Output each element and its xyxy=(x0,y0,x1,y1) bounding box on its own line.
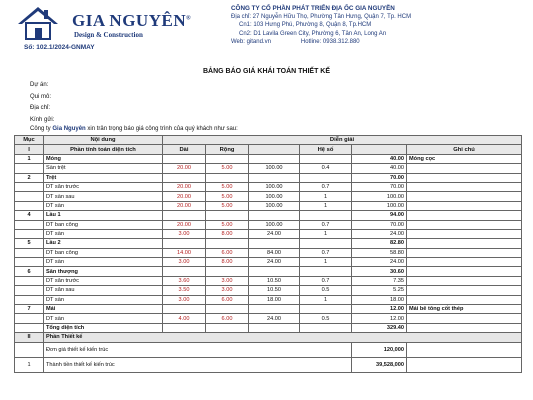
row-area xyxy=(249,267,300,276)
company-contact xyxy=(231,38,411,46)
row-width: 8.00 xyxy=(206,229,249,238)
subheader-length: Dài xyxy=(163,145,206,154)
row-coefficient: 0.4 xyxy=(300,164,352,173)
design-note xyxy=(407,357,522,372)
scale-label: Qui mô: xyxy=(30,93,52,100)
address-label: Địa chỉ: xyxy=(30,105,51,111)
row-result: 40.00 xyxy=(352,164,407,173)
row-note xyxy=(407,286,522,295)
row-note xyxy=(407,258,522,267)
row-name: DT sàn xyxy=(44,258,163,267)
document-number: Số: 102.1/2024-GNMAY xyxy=(24,44,95,51)
row-muc: 2 xyxy=(15,173,44,182)
company-branch-2: Cn2: D1 Lavila Green City, Phường 6, Tân An, Long An xyxy=(239,30,387,37)
intro-post: xin trân trọng báo giá công trình của quý khách như sau: xyxy=(85,126,238,132)
row-width: 3.00 xyxy=(206,286,249,295)
row-area xyxy=(249,211,300,220)
row-note xyxy=(407,276,522,285)
row-area: 10.50 xyxy=(249,276,300,285)
subheader-result xyxy=(352,145,407,154)
row-coefficient xyxy=(300,173,352,182)
row-width: 5.00 xyxy=(206,164,249,173)
design-note xyxy=(407,342,522,357)
section-row xyxy=(15,333,522,342)
row-result: 12.00 xyxy=(352,305,407,314)
row-muc: 5 xyxy=(15,239,44,248)
total-row xyxy=(15,323,522,332)
table-row xyxy=(15,248,522,257)
subheader-note: Ghi chú xyxy=(407,145,522,154)
row-muc xyxy=(15,314,44,323)
table-row xyxy=(15,154,522,163)
table-row xyxy=(15,267,522,276)
design-value: 120,000 xyxy=(352,342,407,357)
row-muc xyxy=(15,182,44,191)
row-area: 100.00 xyxy=(249,220,300,229)
row-note xyxy=(407,201,522,210)
table-row xyxy=(15,305,522,314)
document-title: BẢNG BÁO GIÁ KHÁI TOÁN THIẾT KẾ xyxy=(202,68,331,75)
table-row xyxy=(15,314,522,323)
row-muc: 4 xyxy=(15,211,44,220)
row-note xyxy=(407,182,522,191)
row-coefficient: 0.7 xyxy=(300,220,352,229)
subheader-width: Rộng xyxy=(206,145,249,154)
row-coefficient xyxy=(300,154,352,163)
row-area: 100.00 xyxy=(249,192,300,201)
row-width: 6.00 xyxy=(206,248,249,257)
row-coefficient xyxy=(300,239,352,248)
row-note xyxy=(407,220,522,229)
row-name: DT ban công xyxy=(44,248,163,257)
brand-name: GIA NGUYÊN xyxy=(72,11,187,30)
row-name: DT sàn xyxy=(44,314,163,323)
row-width xyxy=(206,305,249,314)
subheader-area-value xyxy=(249,145,300,154)
row-width: 6.00 xyxy=(206,314,249,323)
row-muc xyxy=(15,220,44,229)
table-row xyxy=(15,295,522,304)
intro-text xyxy=(30,126,238,132)
row-area: 100.00 xyxy=(249,182,300,191)
table-row xyxy=(15,276,522,285)
row-name: DT sân trước xyxy=(44,276,163,285)
row-length xyxy=(163,267,206,276)
row-area: 24.00 xyxy=(249,229,300,238)
company-hotline: Hotline: 0938.312.880 xyxy=(300,38,360,45)
row-note xyxy=(407,248,522,257)
row-name: Lầu 2 xyxy=(44,239,163,248)
row-result: 94.00 xyxy=(352,211,407,220)
row-name: DT sân trước xyxy=(44,182,163,191)
row-area: 24.00 xyxy=(249,258,300,267)
total-label: Tổng diện tích xyxy=(44,323,163,332)
row-note xyxy=(407,239,522,248)
row-width: 6.00 xyxy=(206,295,249,304)
row-area xyxy=(249,173,300,182)
row-length: 20.00 xyxy=(163,182,206,191)
quote-table xyxy=(14,135,522,373)
total-empty-cell xyxy=(206,323,249,332)
section-number: II xyxy=(15,333,44,342)
row-coefficient: 1 xyxy=(300,229,352,238)
row-name: Sân thượng xyxy=(44,267,163,276)
row-width xyxy=(206,154,249,163)
row-note xyxy=(407,314,522,323)
row-muc xyxy=(15,258,44,267)
row-result: 70.00 xyxy=(352,220,407,229)
house-icon xyxy=(14,4,62,42)
table-row xyxy=(15,211,522,220)
row-name: Sàn trệt xyxy=(44,164,163,173)
table-header-row xyxy=(15,136,522,145)
row-note xyxy=(407,295,522,304)
row-coefficient: 1 xyxy=(300,258,352,267)
total-empty-cell xyxy=(163,323,206,332)
header-dien-giai: Diễn giải xyxy=(163,136,522,145)
row-coefficient xyxy=(300,267,352,276)
table-row xyxy=(15,220,522,229)
design-muc: 1 xyxy=(15,357,44,372)
row-note: Móng cọc xyxy=(407,154,522,163)
design-row xyxy=(15,342,522,357)
table-body xyxy=(15,154,522,372)
row-coefficient: 0.5 xyxy=(300,286,352,295)
recipient-label: Kính gửi: xyxy=(30,116,55,123)
row-name: DT sàn xyxy=(44,295,163,304)
row-length xyxy=(163,305,206,314)
header-muc: Mục xyxy=(15,136,44,145)
row-muc xyxy=(15,229,44,238)
row-length: 3.50 xyxy=(163,286,206,295)
row-muc: 1 xyxy=(15,154,44,163)
row-coefficient: 0.5 xyxy=(300,314,352,323)
row-name: Trệt xyxy=(44,173,163,182)
row-result: 30.60 xyxy=(352,267,407,276)
row-width: 5.00 xyxy=(206,201,249,210)
row-muc xyxy=(15,276,44,285)
client-info xyxy=(30,80,54,126)
intro-pre: Công ty xyxy=(30,126,53,132)
project-label: Dự án: xyxy=(30,82,49,88)
row-length: 20.00 xyxy=(163,192,206,201)
row-length: 4.00 xyxy=(163,314,206,323)
row-muc: 6 xyxy=(15,267,44,276)
row-result: 82.80 xyxy=(352,239,407,248)
subheader-section: I xyxy=(15,145,44,154)
row-length: 3.00 xyxy=(163,295,206,304)
row-width: 3.00 xyxy=(206,276,249,285)
row-area: 18.00 xyxy=(249,295,300,304)
design-value: 39,528,000 xyxy=(352,357,407,372)
table-row xyxy=(15,239,522,248)
intro-brand: Gia Nguyên xyxy=(52,126,86,132)
row-muc: 7 xyxy=(15,305,44,314)
row-name: Móng xyxy=(44,154,163,163)
row-length: 20.00 xyxy=(163,164,206,173)
row-result: 18.00 xyxy=(352,295,407,304)
subheader-coefficient: Hệ số xyxy=(300,145,352,154)
row-length: 3.60 xyxy=(163,276,206,285)
row-note xyxy=(407,192,522,201)
row-length: 20.00 xyxy=(163,201,206,210)
row-length xyxy=(163,173,206,182)
design-muc xyxy=(15,342,44,357)
row-note: Mái bê tông cốt thép xyxy=(407,305,522,314)
row-note xyxy=(407,173,522,182)
row-note xyxy=(407,211,522,220)
row-muc xyxy=(15,248,44,257)
row-name: DT ban công xyxy=(44,220,163,229)
header-noi-dung: Nội dung xyxy=(44,136,163,145)
total-empty-cell xyxy=(249,323,300,332)
company-logo xyxy=(14,4,192,44)
row-coefficient: 0.7 xyxy=(300,248,352,257)
table-row xyxy=(15,201,522,210)
company-branch-1: Cn1: 103 Hưng Phú, Phường 8, Quận 8, Tp.HCM xyxy=(239,22,372,29)
design-name: Đơn giá thiết kế kiến trúc xyxy=(44,342,352,357)
row-result: 70.00 xyxy=(352,182,407,191)
row-result: 100.00 xyxy=(352,192,407,201)
table-row xyxy=(15,192,522,201)
row-area: 100.00 xyxy=(249,201,300,210)
row-name: DT sàn xyxy=(44,229,163,238)
row-length: 20.00 xyxy=(163,220,206,229)
row-area: 100.00 xyxy=(249,164,300,173)
row-area: 84.00 xyxy=(249,248,300,257)
section-label: Phần Thiết kế xyxy=(44,333,522,342)
table-row xyxy=(15,164,522,173)
row-muc xyxy=(15,164,44,173)
row-note xyxy=(407,229,522,238)
row-length xyxy=(163,154,206,163)
row-length: 14.00 xyxy=(163,248,206,257)
total-muc xyxy=(15,323,44,332)
row-width xyxy=(206,211,249,220)
row-muc xyxy=(15,286,44,295)
total-note xyxy=(407,323,522,332)
row-result: 40.00 xyxy=(352,154,407,163)
table-row xyxy=(15,173,522,182)
total-empty-cell xyxy=(300,323,352,332)
row-coefficient: 1 xyxy=(300,295,352,304)
row-width: 8.00 xyxy=(206,258,249,267)
row-muc xyxy=(15,201,44,210)
row-muc xyxy=(15,295,44,304)
row-width xyxy=(206,267,249,276)
row-area: 24.00 xyxy=(249,314,300,323)
registered-mark: ® xyxy=(186,15,192,22)
row-area xyxy=(249,239,300,248)
company-name: CÔNG TY CỔ PHẦN PHÁT TRIỂN ĐỊA ỐC GIA NGUYỄN xyxy=(231,5,395,12)
row-coefficient: 0.7 xyxy=(300,182,352,191)
row-result: 5.25 xyxy=(352,286,407,295)
table-row xyxy=(15,258,522,267)
row-area xyxy=(249,305,300,314)
row-length xyxy=(163,239,206,248)
row-width xyxy=(206,173,249,182)
row-note xyxy=(407,164,522,173)
row-result: 7.35 xyxy=(352,276,407,285)
row-area xyxy=(249,154,300,163)
row-length: 3.00 xyxy=(163,258,206,267)
row-name: DT sàn sau xyxy=(44,192,163,201)
table-row xyxy=(15,286,522,295)
row-coefficient xyxy=(300,211,352,220)
design-name: Thành tiền thiết kế kiến trúc xyxy=(44,357,352,372)
row-result: 58.80 xyxy=(352,248,407,257)
row-coefficient xyxy=(300,305,352,314)
company-web: Web: gitand.vn xyxy=(231,38,271,45)
row-length xyxy=(163,211,206,220)
row-result: 24.00 xyxy=(352,258,407,267)
row-coefficient: 1 xyxy=(300,201,352,210)
row-note xyxy=(407,267,522,276)
table-row xyxy=(15,229,522,238)
company-info xyxy=(231,5,411,46)
brand-tagline: Design & Construction xyxy=(74,31,143,39)
total-value: 329.40 xyxy=(352,323,407,332)
row-coefficient: 0.7 xyxy=(300,276,352,285)
row-width: 5.00 xyxy=(206,220,249,229)
row-width xyxy=(206,239,249,248)
row-area: 10.50 xyxy=(249,286,300,295)
row-name: DT sân sau xyxy=(44,286,163,295)
subheader-area: Phần tính toán diện tích xyxy=(44,145,163,154)
row-name: DT sàn xyxy=(44,201,163,210)
company-address: Địa chỉ: 27 Nguyễn Hữu Thọ, Phường Tân Hưng, Quận 7, Tp. HCM xyxy=(231,14,412,21)
row-name: Lầu 1 xyxy=(44,211,163,220)
row-coefficient: 1 xyxy=(300,192,352,201)
row-width: 5.00 xyxy=(206,192,249,201)
row-result: 70.00 xyxy=(352,173,407,182)
table-row xyxy=(15,182,522,191)
table-subheader-row xyxy=(15,145,522,154)
row-result: 12.00 xyxy=(352,314,407,323)
row-name: Mái xyxy=(44,305,163,314)
row-result: 24.00 xyxy=(352,229,407,238)
row-length: 3.00 xyxy=(163,229,206,238)
row-width: 5.00 xyxy=(206,182,249,191)
design-row xyxy=(15,357,522,372)
row-result: 100.00 xyxy=(352,201,407,210)
row-muc xyxy=(15,192,44,201)
